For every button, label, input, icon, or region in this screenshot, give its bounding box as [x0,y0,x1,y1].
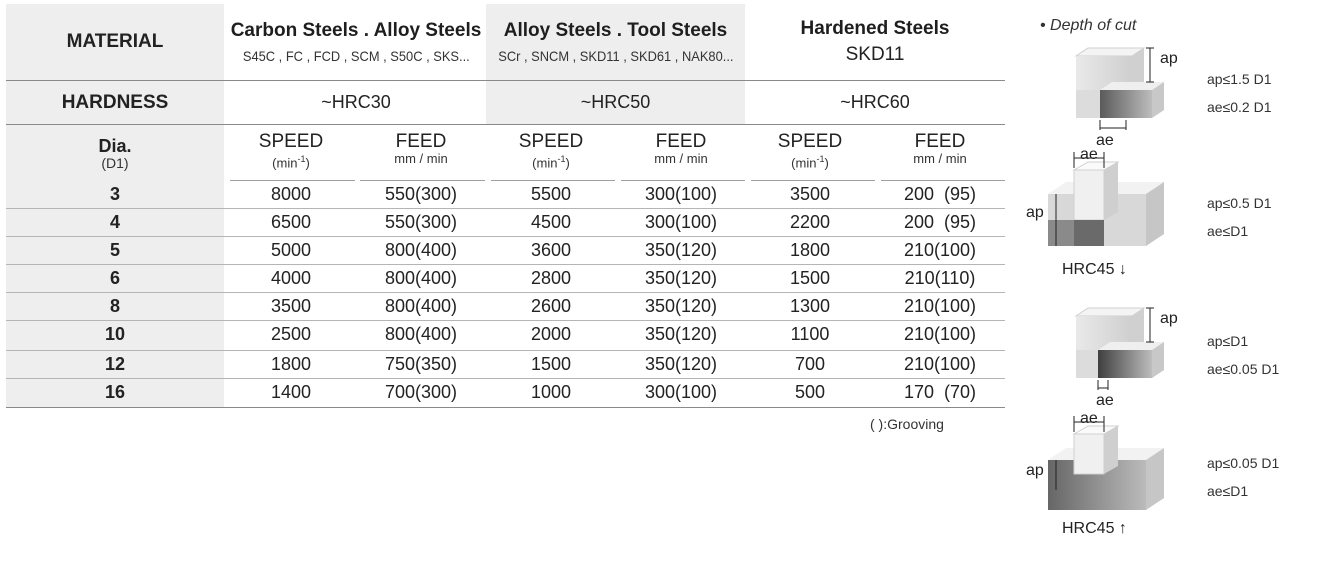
speed-value: 4500 [530,212,572,232]
dia-value: 10 [104,324,126,344]
feed-value: 350(120) [644,324,718,344]
shallow-slot-diagram [1040,410,1170,520]
finish-shoulder-diagram [1060,306,1200,406]
speed-value: 1500 [789,268,831,288]
speed-unit-base: (min [791,155,817,171]
speed-value: 6500 [270,212,312,232]
speed-unit-base: (min [272,155,298,171]
speed-value: 2800 [530,268,572,288]
feed-value: 210(100) [903,324,977,344]
ap-marker: ap [1026,204,1044,221]
feed-label: FEED [914,131,966,152]
speed-label: SPEED [518,131,584,152]
feed-value: 350(120) [644,354,718,374]
depth-of-cut-title: • Depth of cut [1040,17,1137,34]
speed-value: 5500 [530,184,572,204]
ae-limit: ae≤D1 [1207,483,1249,499]
dia-value: 12 [104,354,126,374]
feed-value: 300(100) [644,184,718,204]
speed-value: 1100 [790,324,830,344]
material-carbon [226,4,486,80]
speed-value: 2500 [270,324,312,344]
speed-column-header [486,132,616,178]
speed-value: 3500 [789,184,831,204]
speed-unit-close: ) [824,155,829,171]
feed-label: FEED [395,131,447,152]
feed-value: 300(100) [644,212,718,232]
speed-unit-exponent: -1 [297,154,306,164]
material-label: MATERIAL [66,31,164,52]
table-bottom-line [6,407,1005,408]
ap-limit: ap≤0.05 D1 [1207,455,1280,471]
speed-value: 2200 [789,212,831,232]
speed-value: 1800 [789,240,831,260]
ap-limit: ap≤0.5 D1 [1207,195,1272,211]
dia-header [6,126,224,180]
slot-cut-diagram [1040,150,1170,260]
feed-value: 350(120) [644,296,718,316]
speed-unit [791,152,829,170]
feed-unit: mm / min [913,151,967,166]
feed-unit: mm / min [654,151,708,166]
speed-unit-close: ) [565,155,570,171]
speed-value: 2000 [530,324,572,344]
dia-unit: (D1) [101,155,129,171]
feed-value: 800(400) [384,296,458,316]
header-divider [6,124,1005,125]
feed-value: 170 (70) [903,382,977,402]
speed-unit-close: ) [305,155,310,171]
hardness-label: HARDNESS [61,91,169,113]
feed-value: 800(400) [384,324,458,344]
dia-value: 4 [109,212,120,232]
material-title: Hardened Steels [800,18,950,39]
feed-column-header [616,132,746,178]
speed-column-header [226,132,356,178]
grooving-note: ( ):Grooving [870,416,944,432]
speed-unit-exponent: -1 [816,154,825,164]
material-examples: SCr , SNCM , SKD11 , SKD61 , NAK80... [497,48,734,64]
feed-value: 550(300) [384,184,458,204]
material-alloy [486,4,745,80]
speed-value: 3500 [270,296,312,316]
speed-value: 1800 [270,354,312,374]
feed-column-header [356,132,486,178]
speed-unit-base: (min [532,155,558,171]
hardness-value: ~HRC60 [840,92,910,112]
ae-marker: ae [1080,410,1098,427]
feed-value: 550(300) [384,212,458,232]
ap-marker: ap [1160,310,1178,327]
material-title: Alloy Steels . Tool Steels [503,20,728,41]
hrc45-below-label: HRC45 ↓ [1062,261,1127,278]
feed-value: 210(100) [903,354,977,374]
ap-limit: ap≤1.5 D1 [1207,71,1272,87]
speed-value: 5000 [270,240,312,260]
speed-value: 700 [794,354,826,374]
material-examples: SKD11 [845,44,905,65]
dia-value: 6 [109,268,120,288]
feed-value: 700(300) [384,382,458,402]
speed-column-header [745,132,875,178]
speed-unit-exponent: -1 [557,154,566,164]
ae-limit: ae≤0.2 D1 [1207,99,1272,115]
ae-marker: ae [1096,132,1114,149]
ae-marker: ae [1096,392,1114,409]
feed-value: 350(120) [644,268,718,288]
feed-value: 200 (95) [903,184,977,204]
dia-value: 8 [109,296,120,316]
feed-value: 300(100) [644,382,718,402]
speed-value: 1400 [270,382,312,402]
ap-marker: ap [1026,462,1044,479]
feed-value: 210(110) [904,268,976,288]
ae-marker: ae [1080,146,1098,163]
hardness-value: ~HRC50 [580,92,651,112]
ap-limit: ap≤D1 [1207,333,1249,349]
speed-value: 1300 [789,296,831,316]
feed-value: 350(120) [644,240,718,260]
speed-value: 4000 [270,268,312,288]
ae-limit: ae≤0.05 D1 [1207,361,1280,377]
ae-limit: ae≤D1 [1207,223,1249,239]
dia-value: 16 [104,382,126,402]
speed-value: 2600 [530,296,572,316]
speed-value: 1000 [530,382,572,402]
feed-value: 800(400) [384,268,458,288]
speed-value: 1500 [530,354,572,374]
dia-value: 5 [109,240,120,260]
material-title: Carbon Steels . Alloy Steels [230,20,482,41]
hrc45-above-label: HRC45 ↑ [1062,520,1127,537]
speed-label: SPEED [258,131,324,152]
dia-value: 3 [109,184,120,204]
speed-value: 3600 [530,240,572,260]
speed-unit [532,152,570,170]
speed-label: SPEED [777,131,843,152]
speed-value: 500 [794,382,826,402]
feed-value: 750(350) [384,354,458,374]
feed-column-header [875,132,1005,178]
feed-value: 210(100) [903,296,977,316]
feed-label: FEED [655,131,707,152]
dia-label: Dia. [98,136,132,156]
shoulder-cut-diagram [1060,46,1200,146]
ap-marker: ap [1160,50,1178,67]
feed-value: 200 (95) [903,212,977,232]
feed-unit: mm / min [394,151,448,166]
hardness-value: ~HRC30 [321,92,391,112]
feed-value: 800(400) [384,240,458,260]
material-examples: S45C , FC , FCD , SCM , S50C , SKS... [242,48,470,64]
speed-unit [272,152,310,170]
feed-value: 210(100) [903,240,977,260]
speed-value: 8000 [270,184,312,204]
material-hardened [745,4,1005,80]
